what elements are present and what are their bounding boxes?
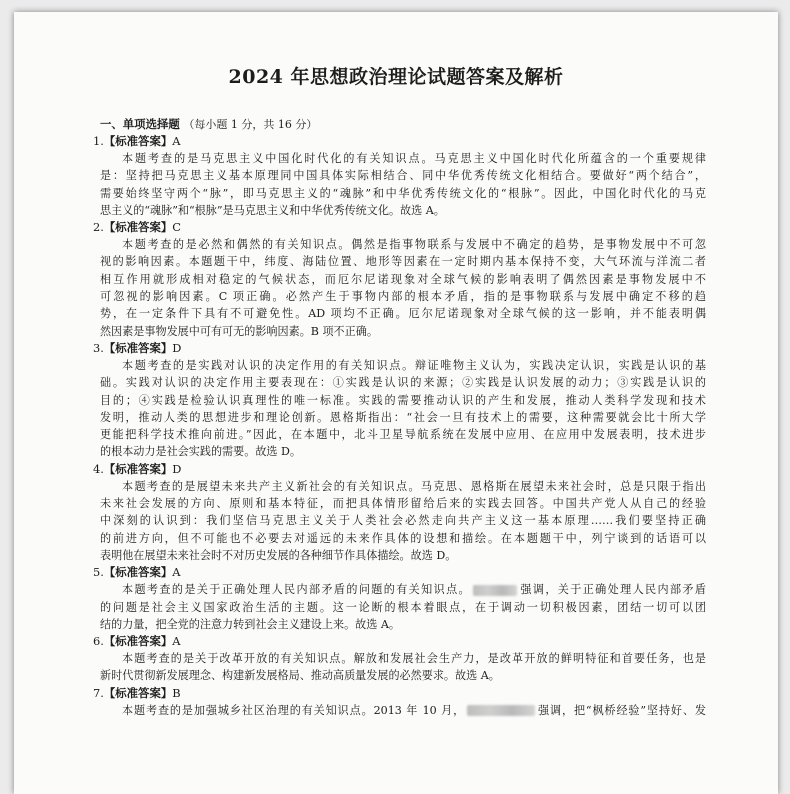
question-block bbox=[93, 633, 706, 685]
standard-answer-label: 【标准答案】 bbox=[103, 134, 173, 148]
question-number: 5. bbox=[93, 565, 104, 580]
redacted-text bbox=[467, 705, 535, 716]
explanation-line: 本题考查的是必然和偶然的有关知识点。偶然是指事物联系与发展中不确定的趋势，是事物发展中不可忽 bbox=[122, 238, 706, 252]
standard-answer-label: 【标准答案】 bbox=[103, 634, 173, 649]
explanation-line: 结的力量，把全党的注意力转到社会主义建设上来。故选 A。 bbox=[100, 617, 400, 631]
standard-answer-label: 【标准答案】 bbox=[103, 461, 173, 476]
answer-letter: D bbox=[172, 461, 182, 476]
explanation-line: 目的；④实践是检验认识真理性的唯一标准。实践的需要推动认识的产生和发展，推动人类科学发现和技术 bbox=[100, 393, 706, 407]
explanation-line: 是：坚持把马克思主义基本原理同中国具体实际相结合、同中华优秀传统文化相结合。要做好“两个结合”， bbox=[100, 169, 706, 183]
text-segment: 本题考查的是关于正确处理人民内部矛盾的问题的有关知识点。 bbox=[122, 583, 472, 597]
question-block bbox=[93, 564, 706, 633]
explanation-line: 础。实践对认识的决定作用主要表现在：①实践是认识的来源；②实践是认识发展的动力；③实践是认识的 bbox=[100, 376, 706, 390]
standard-answer-label: 【标准答案】 bbox=[103, 340, 173, 355]
answer-header bbox=[93, 685, 706, 702]
explanation-line: 发明，推动人类的思想进步和理论创新。恩格斯指出：“社会一旦有技术上的需要，这种需要就会比十所大学 bbox=[100, 410, 706, 424]
explanation-line: 本题考查的是马克思主义中国化时代化的有关知识点。马克思主义中国化时代化所蕴含的一个重要规律 bbox=[122, 152, 706, 165]
answer-letter: C bbox=[172, 220, 181, 235]
question-list bbox=[93, 133, 706, 719]
section-note: （每小题 1 分，共 16 分） bbox=[183, 118, 318, 131]
answer-header bbox=[93, 564, 706, 581]
explanation-line: 的前进方向，但不可能也不必要去对遥远的未来作具体的设想和描绘。在本题题干中，列宁谈到的话语可以 bbox=[100, 531, 706, 545]
redacted-text bbox=[473, 585, 517, 596]
question-number: 3. bbox=[93, 340, 104, 355]
answer-header bbox=[93, 461, 706, 478]
section-title: 一、单项选择题 bbox=[100, 117, 180, 131]
explanation-line: 相互作用就形成相对稳定的气候状态，而厄尔尼诺现象对全球气候的影响表明了偶然因素是事物发展中不 bbox=[100, 272, 706, 286]
answer-letter: B bbox=[172, 685, 181, 700]
standard-answer-label: 【标准答案】 bbox=[103, 220, 173, 235]
explanation-line: 然因素是事物发展中可有可无的影响因素。B 项不正确。 bbox=[100, 324, 378, 338]
standard-answer-label: 【标准答案】 bbox=[103, 685, 173, 700]
explanation-line: 视的影响因素。本题题干中，纬度、海陆位置、地形等因素在一定时期内基本保持不变，大气环流与洋流二者 bbox=[100, 255, 706, 269]
document-page bbox=[14, 12, 778, 794]
explanation-line: 需要始终坚守两个“脉”，即马克思主义的“魂脉”和中华优秀传统文化的“根脉”。因此，中国化时代化的马克 bbox=[100, 186, 706, 200]
question-block bbox=[93, 133, 706, 219]
explanation-line: 势，在一定条件下具有不可避免性。AD 项均不正确。厄尔尼诺现象对全球气候的这一影响，并不能表明偶 bbox=[100, 307, 706, 321]
answer-header bbox=[93, 133, 706, 150]
explanation-line: 新时代贯彻新发展理念、构建新发展格局、推动高质量发展的必然要求。故选 A。 bbox=[100, 669, 500, 683]
explanation-line: 未来社会发展的方向、原则和基本特征，而把具体情形留给后来的实践去回答。中国共产党人从自己的经验 bbox=[100, 497, 706, 511]
explanation-line: 更能把科学技术推向前进。”因此，在本题中，北斗卫星导航系统在发展中应用、在应用中发展表明，技术进步 bbox=[100, 428, 706, 442]
text-segment: 强调，把“枫桥经验”坚持好、发 bbox=[537, 703, 706, 717]
answer-content bbox=[93, 116, 706, 719]
explanation-line: 本题考查的是展望未来共产主义新社会的有关知识点。马克思、恩格斯在展望未来社会时，总是只限于指出 bbox=[122, 479, 706, 493]
page-title: 2024 年思想政治理论试题答案及解析 bbox=[228, 66, 564, 88]
explanation-line: 本题考查的是关于改革开放的有关知识点。解放和发展社会生产力，是改革开放的鲜明特征和首要任务，也是 bbox=[122, 652, 706, 666]
explanation-line: 表明他在展望未来社会时不对历史发展的各种细节作具体描绘。故选 D。 bbox=[100, 548, 457, 562]
answer-header bbox=[93, 633, 706, 650]
explanation-line: 的根本动力是社会实践的需要。故选 D。 bbox=[100, 445, 302, 459]
answer-letter: A bbox=[172, 134, 181, 148]
explanation-line bbox=[100, 581, 706, 598]
answer-header bbox=[93, 219, 706, 236]
question-block bbox=[93, 461, 706, 564]
answer-letter: A bbox=[172, 565, 181, 580]
explanation-line: 的问题是社会主义国家政治生活的主题。这一论断的根本着眼点，在于调动一切积极因素，团结一切可以团 bbox=[100, 600, 706, 614]
answer-header bbox=[93, 340, 706, 357]
explanation-line: 可忽视的影响因素。C 项正确。必然产生于事物内部的根本矛盾，指的是事物联系与发展中确定不移的趋 bbox=[100, 290, 706, 304]
answer-letter: D bbox=[172, 340, 182, 355]
answer-letter: A bbox=[172, 634, 181, 649]
text-segment: 强调，关于正确处理人民内部矛盾 bbox=[519, 583, 706, 597]
question-number: 2. bbox=[93, 220, 104, 235]
standard-answer-label: 【标准答案】 bbox=[103, 565, 173, 580]
question-block bbox=[93, 685, 706, 719]
explanation-line bbox=[100, 702, 706, 719]
section-heading bbox=[100, 116, 706, 133]
explanation-line: 本题考查的是实践对认识的决定作用的有关知识点。辩证唯物主义认为，实践决定认识，实践是认识的基 bbox=[122, 358, 706, 372]
question-number: 6. bbox=[93, 634, 104, 649]
question-block bbox=[93, 340, 706, 461]
text-segment: 本题考查的是加强城乡社区治理的有关知识点。2013 年 10 月， bbox=[122, 703, 466, 717]
explanation-line: 中深刻的认识到：我们坚信马克思主义关于人类社会必然走向共产主义这一基本原理……我们要坚持正确 bbox=[100, 514, 706, 528]
question-number: 1. bbox=[93, 134, 104, 148]
explanation-line: 思主义的“魂脉”和“根脉”是马克思主义和中华优秀传统文化。故选 A。 bbox=[100, 203, 445, 217]
question-block bbox=[93, 219, 706, 340]
question-number: 7. bbox=[93, 685, 104, 700]
question-number: 4. bbox=[93, 461, 104, 476]
